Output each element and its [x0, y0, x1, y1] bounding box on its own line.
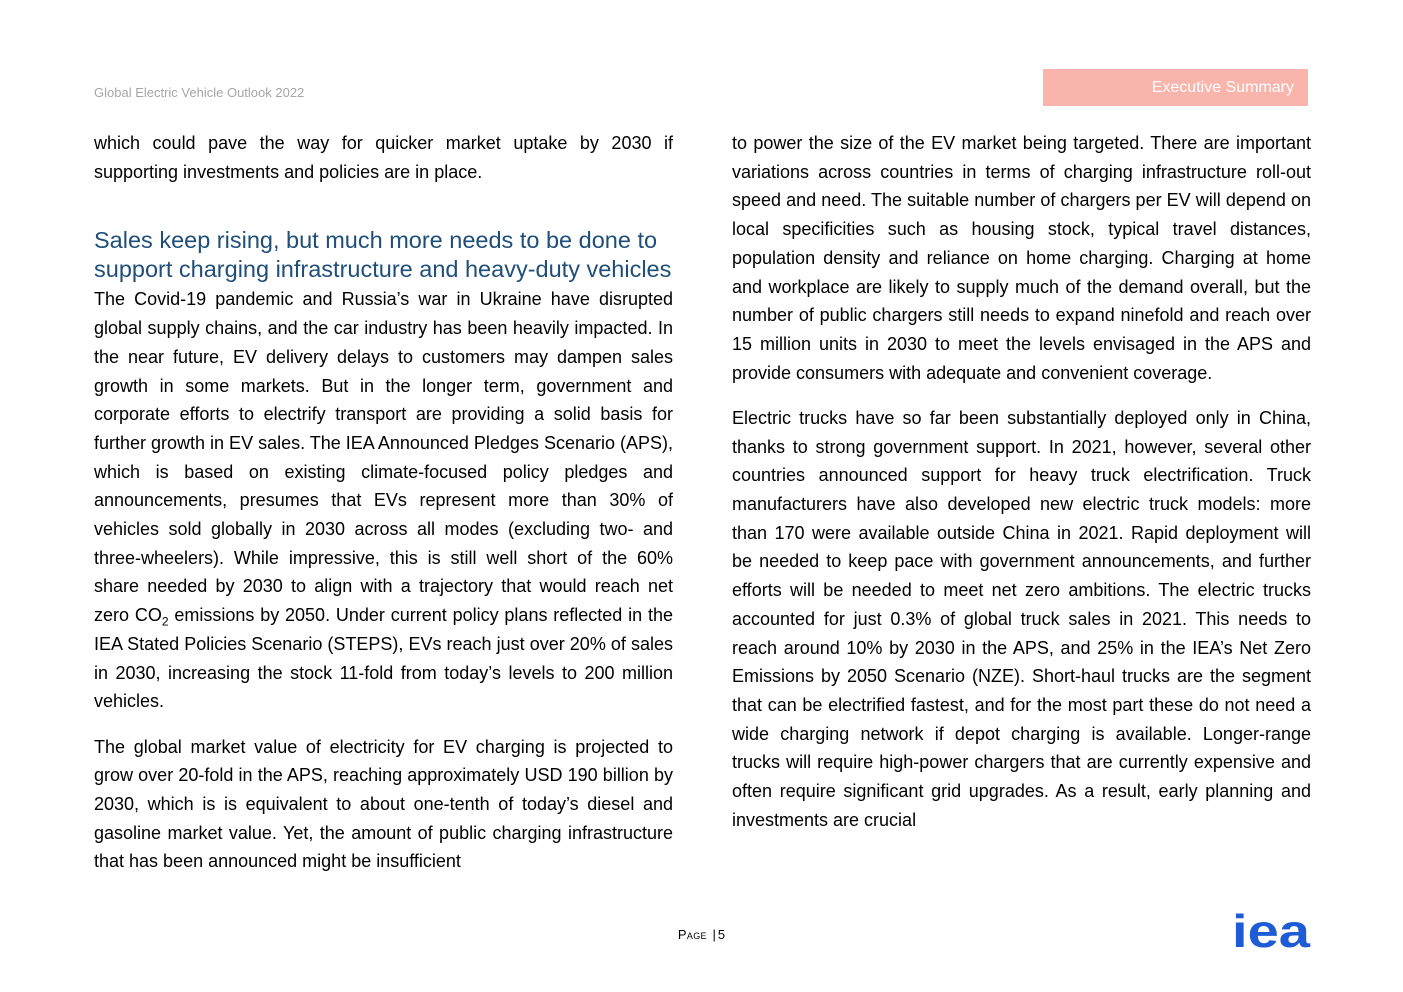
paragraph-covid-part1: The Covid-19 pandemic and Russia’s war in Ukraine have disrupted global supply chains, and the car industry has been heavily impacted. In the near future, EV delivery delays to customers may dampen sales growth in some markets. But in the longer term, government and corporate efforts to electrify transport are providing a solid basis for further growth in EV sales. The IEA Announced Pledges Scenario (APS), which is based on existing climate-focused policy pledges and announcements, presumes that EVs represent more than 30% of vehicles sold globally in 2030 across all modes (excluding two- and three-wheelers). While impressive, this is still well short of the 60% share needed by 2030 to align with a trajectory that would reach net zero CO: [94, 289, 673, 626]
iea-logo-text: iea: [1232, 912, 1311, 952]
continuation-paragraph: which could pave the way for quicker market uptake by 2030 if supporting investments and policies are in place.: [94, 133, 673, 182]
paragraph-charging: to power the size of the EV market being targeted. There are important variations across countries in terms of charging infrastructure roll-out speed and need. The suitable number of chargers per EV will depend on local specificities such as housing stock, typical travel distances, population density and reliance on home charging. Charging at home and workplace are likely to supply much of the demand overall, but the number of public chargers still needs to expand ninefold and reach over 15 million units in 2030 to meet the levels envisaged in the APS and provide consumers with adequate and convenient coverage.: [732, 133, 1311, 383]
page-label: Page: [677, 927, 707, 942]
page-separator: |: [712, 927, 716, 942]
page-number-value: 5: [717, 927, 726, 942]
page-number: [0, 927, 1403, 942]
left-column: [94, 129, 673, 893]
section-heading: Sales keep rising, but much more needs to be done to support charging infrastructure and heavy-duty vehicles: [94, 227, 672, 282]
section-tab: Executive Summary: [1043, 69, 1308, 106]
paragraph-covid: [94, 285, 673, 716]
paragraph-market-value: The global market value of electricity for EV charging is projected to grow over 20-fold in the APS, reaching approximately USD 190 billion by 2030, which is is equivalent to about one-tenth of today’s diesel and gasoline market value. Yet, the amount of public charging infrastructure that has been announced might be insufficient: [94, 736, 673, 872]
paragraph-trucks: Electric trucks have so far been substantially deployed only in China, thanks to strong government support. In 2021, however, several other countries announced support for heavy truck electrification. Truck manufacturers have also developed new electric truck models: more than 170 were available outside China in 2021. Rapid deployment will be needed to keep pace with government announcements, and further efforts will be needed to meet net zero ambitions. The electric trucks accounted for just 0.3% of global truck sales in 2021. This needs to reach around 10% by 2030 in the APS, and 25% in the IEA’s Net Zero Emissions by 2050 Scenario (NZE). Short-haul trucks are the segment that can be electrified fastest, and for the most part these do not need a wide charging network if depot charging is available. Longer-range trucks will require high-power chargers that are currently expensive and often require significant grid upgrades. As a result, early planning and investments are crucial: [732, 407, 1311, 830]
co2-subscript: 2: [161, 614, 169, 629]
iea-logo: [1232, 912, 1312, 952]
right-column: [732, 129, 1311, 851]
paragraph-covid-part2: emissions by 2050. Under current policy plans reflected in the IEA Stated Policies Scenario (STEPS), EVs reach just over 20% of sales in 2030, increasing the stock 11-fold from today’s levels to 200 million vehicles.: [94, 605, 673, 712]
document-title: Global Electric Vehicle Outlook 2022: [94, 85, 305, 100]
